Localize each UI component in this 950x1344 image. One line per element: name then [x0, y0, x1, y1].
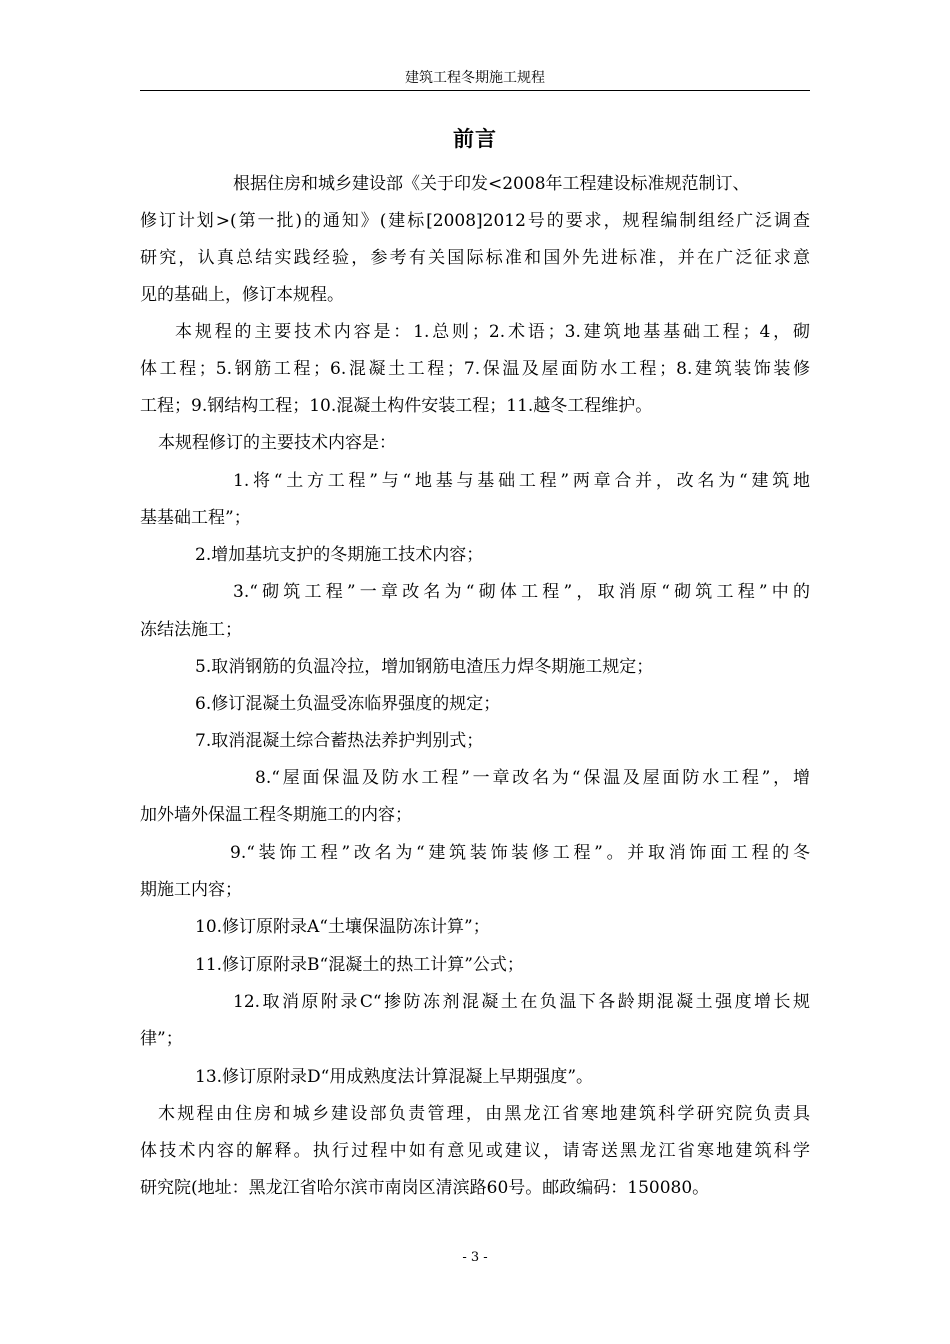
para4-line2: 体技术内容的解释。执行过程中如有意见或建议，请寄送黑龙江省寒地建筑科学 — [140, 1141, 810, 1161]
para4-line3: 研究院(地址：黑龙江省哈尔滨市南岗区清滨路60号。邮政编码：150080。 — [140, 1178, 710, 1198]
page-number: - 3 - — [462, 1250, 488, 1265]
para2-line3: 工程；9.钢结构工程；10.混凝土构件安装工程；11.越冬工程维护。 — [140, 396, 653, 416]
item-6: 6.修订混凝土负温受冻临界强度的规定； — [195, 694, 501, 714]
item-7: 7.取消混凝土综合蓄热法养护判别式； — [195, 731, 484, 751]
item-3-line2: 冻结法施工； — [140, 620, 242, 640]
item-1-line1: 1.将“土方工程”与“地基与基础工程”两章合并，改名为“建筑地 — [233, 471, 810, 491]
running-header — [140, 70, 810, 91]
item-13: 13.修订原附录D“用成熟度法计算混凝上早期强度”。 — [195, 1067, 594, 1087]
item-12-line2: 律”； — [140, 1029, 183, 1049]
para1-line4: 见的基础上，修订本规程。 — [140, 285, 344, 305]
para1-line1: 根据住房和城乡建设部《关于印发<2008年工程建设标准规范制订、 — [233, 174, 750, 194]
para3: 本规程修订的主要技术内容是： — [158, 433, 396, 453]
item-3-line1: 3.“砌筑工程”一章改名为“砌体工程”，取消原“砌筑工程”中的 — [233, 582, 810, 602]
para1-line3: 研究，认真总结实践经验，参考有关国际标准和国外先进标准，并在广泛征求意 — [140, 248, 810, 268]
item-11: 11.修订原附录B“混凝土的热工计算”公式； — [195, 955, 524, 975]
item-8-line2: 加外墙外保温工程冬期施工的内容； — [140, 805, 412, 825]
item-1-line2: 基基础工程”； — [140, 508, 251, 528]
item-2: 2.增加基坑支护的冬期施工技术内容； — [195, 545, 484, 565]
running-title: 建筑工程冬期施工规程 — [405, 70, 545, 86]
para4-line1: 木规程由住房和城乡建设部负责管理，由黑龙江省寒地建筑科学研究院负责具 — [158, 1104, 810, 1124]
item-9-line2: 期施工内容； — [140, 880, 242, 900]
item-5: 5.取消钢筋的负温冷拉，增加钢筋电渣压力焊冬期施工规定； — [195, 657, 654, 677]
para2-line2: 体工程；5.钢筋工程；6.混凝土工程；7.保温及屋面防水工程；8.建筑装饰装修 — [140, 359, 810, 379]
item-8-line1: 8.“屋面保温及防水工程”一章改名为“保温及屋面防水工程”，增 — [255, 768, 810, 788]
item-9-line1: 9.“装饰工程”改名为“建筑装饰装修工程”。并取消饰面工程的冬 — [230, 843, 810, 863]
para1-line2: 修订计划>(第一批)的通知》(建标[2008]2012号的要求，规程编制组经广泛调查 — [140, 211, 810, 231]
item-10: 10.修订原附录A“土壤保温防冻计算”； — [195, 917, 490, 937]
item-12-line1: 12.取消原附录C“掺防冻剂混凝土在负温下各龄期混凝土强度增长规 — [233, 992, 810, 1012]
para2-line1: 本规程的主要技术内容是：1.总则；2.术语；3.建筑地基基础工程；4，砌 — [175, 322, 810, 342]
page-title: 前言 — [453, 127, 497, 151]
